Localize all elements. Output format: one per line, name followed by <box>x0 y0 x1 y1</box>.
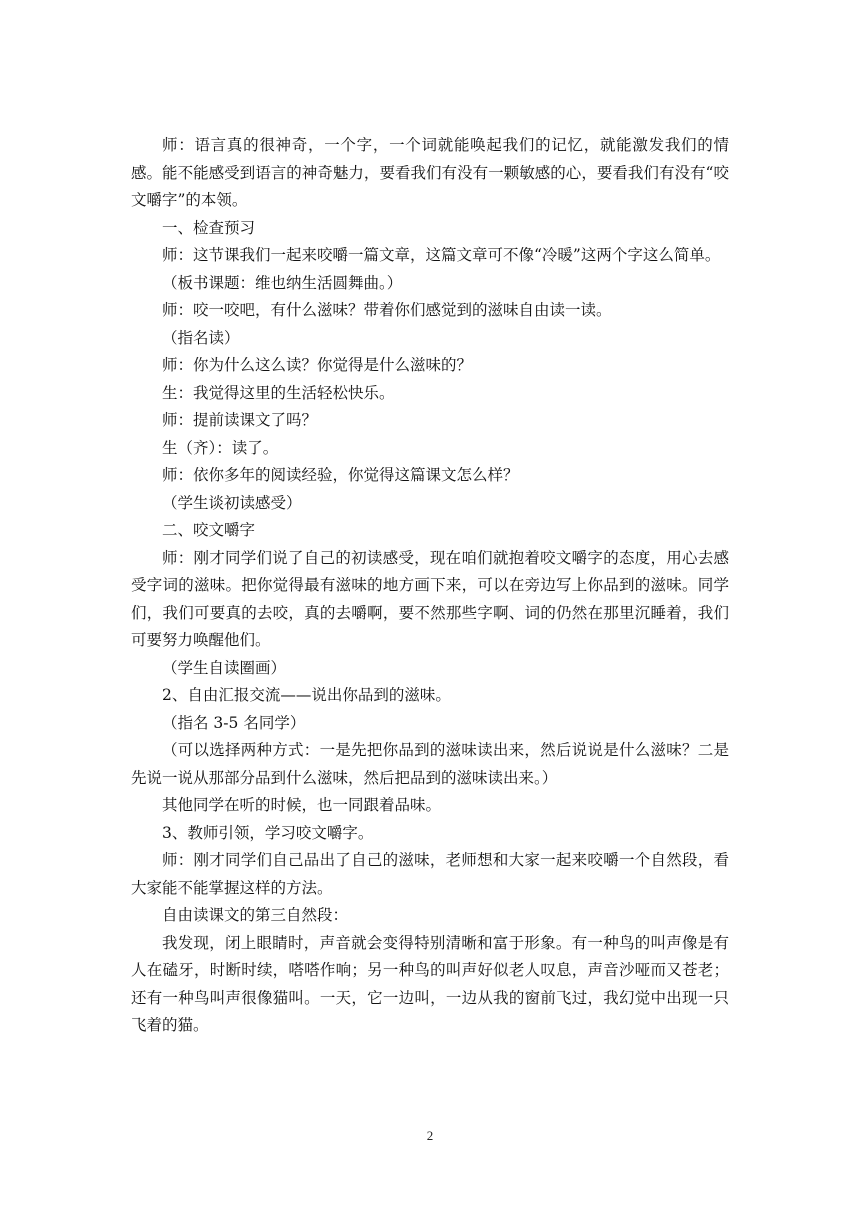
paragraph: 生（齐）：读了。 <box>162 438 279 457</box>
paragraph: （指名 3-5 名同学） <box>162 713 306 732</box>
paragraph: 师：刚才同学们自己品出了自己的滋味，老师想和大家一起来咬嚼一个自然段，看大家能不能掌握这样的方法。 <box>131 851 729 897</box>
paragraph: 师：提前读课文了吗？ <box>162 411 318 429</box>
section-heading-chewing: 二、咬文嚼字 <box>162 521 256 539</box>
paragraph: （指名读） <box>162 328 240 347</box>
paragraph: 师：依你多年的阅读经验，你觉得这篇课文怎么样？ <box>162 466 519 484</box>
paragraph: （学生自读圈画） <box>162 658 287 677</box>
body-text <box>131 132 729 1040</box>
paragraph: 2、自由汇报交流——说出你品到的滋味。 <box>162 686 451 704</box>
page-number: 2 <box>426 1128 434 1143</box>
paragraph: 其他同学在听的时候，也一同跟着品味。 <box>162 796 442 814</box>
paragraph: 师：咬一咬吧，有什么滋味？带着你们感觉到的滋味自由读一读。 <box>162 301 612 319</box>
paragraph: （可以选择两种方式：一是先把你品到的滋味读出来，然后说说是什么滋味？二是先说一说从那部分品到什么滋味，然后把品到的滋味读出来。） <box>131 741 729 787</box>
section-heading-preview: 一、检查预习 <box>162 218 256 237</box>
paragraph: （学生谈初读感受） <box>162 493 302 512</box>
paragraph: 3、教师引领，学习咬文嚼字。 <box>162 823 374 842</box>
paragraph-intro: 师：语言真的很神奇，一个字，一个词就能唤起我们的记忆，就能激发我们的情感。能不能感受到语言的神奇魅力，要看我们有没有一颗敏感的心，要看我们有没有“咬文嚼字”的本领。 <box>131 136 729 209</box>
paragraph: 师：刚才同学们说了自己的初读感受，现在咱们就抱着咬文嚼字的态度，用心去感受字词的滋味。把你觉得最有滋味的地方画下来，可以在旁边写上你品到的滋味。同学们，我们可要真的去咬，真的去嚼啊，要不然那些字啊、词的仍然在那里沉睡着，我们可要努力唤醒他们。 <box>131 548 729 649</box>
paragraph: 师：你为什么这么读？你觉得是什么滋味的？ <box>162 356 473 374</box>
paragraph: （板书课题：维也纳生活圆舞曲。） <box>162 273 403 292</box>
paragraph: 师：这节课我们一起来咬嚼一篇文章，这篇文章可不像“冷暖”这两个字这么简单。 <box>162 246 721 264</box>
paragraph-quote: 我发现，闭上眼睛时，声音就会变得特别清晰和富于形象。有一种鸟的叫声像是有人在磕牙，时断时续，嗒嗒作响；另一种鸟的叫声好似老人叹息，声音沙哑而又苍老；还有一种鸟叫声很像猫叫。一天，它一边叫，一边从我的窗前飞过，我幻觉中出现一只飞着的猫。 <box>131 933 729 1034</box>
paragraph: 生：我觉得这里的生活轻松快乐。 <box>162 383 395 402</box>
paragraph: 自由读课文的第三自然段： <box>162 906 349 924</box>
